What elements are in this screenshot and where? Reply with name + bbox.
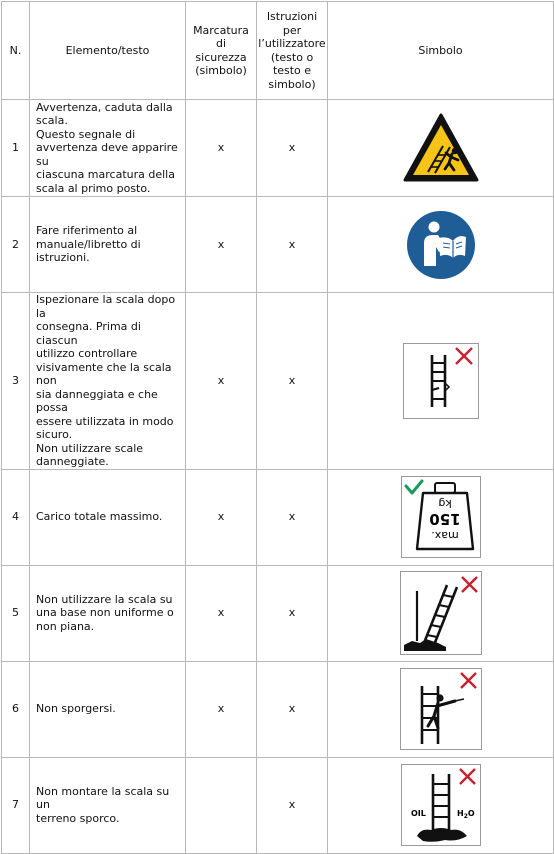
row-marking: x [186,100,257,197]
contaminated-ground-icon [401,764,481,846]
row-instructions: x [257,469,328,565]
row-number: 2 [2,197,30,293]
row-marking: x [186,469,257,565]
row-text: Non sporgersi. [30,661,186,757]
row-instructions: x [257,100,328,197]
row-number: 5 [2,565,30,661]
row-number: 1 [2,100,30,197]
row-text: Non utilizzare la scala su una base non uniforme o non piana. [30,565,186,661]
row-number: 4 [2,469,30,565]
row-number: 3 [2,293,30,470]
header-symbol: Simbolo [328,2,554,100]
row-text: Avvertenza, caduta dalla scala. Questo segnale di avvertenza deve apparire su ciascuna marcatura della scala al primo posto. [30,100,186,197]
oil-label: OIL [410,809,426,818]
table-row [2,293,554,470]
uneven-ground-ladder-icon [400,571,482,655]
row-marking: x [186,197,257,293]
row-text: Ispezionare la scala dopo la consegna. Prima di ciascun utilizzo controllare visivamente che la scala non sia danneggiata e che possa essere utilizzata in modo sicuro. Non utilizzare scale danneggiate. [30,293,186,470]
row-instructions: x [257,293,328,470]
header-safety-marking: Marcatura di sicurezza (simbolo) [186,2,257,100]
row-instructions: x [257,661,328,757]
row-marking: x [186,565,257,661]
row-text: Fare riferimento al manuale/libretto di istruzioni. [30,197,186,293]
damaged-ladder-icon [403,343,479,419]
row-instructions: x [257,757,328,853]
table-row [2,565,554,661]
read-manual-icon [406,210,476,280]
ladder-symbols-table [1,1,554,854]
table-row [2,100,554,197]
row-marking: x [186,661,257,757]
row-number: 6 [2,661,30,757]
table-row [2,197,554,293]
row-marking: x [186,293,257,470]
table-row [2,661,554,757]
warning-fall-from-ladder-icon [402,112,480,184]
header-user-instructions: Istruzioni per l’utilizzatore (testo o testo e simbolo) [257,2,328,100]
max-load-weight-icon [401,476,481,558]
table-row [2,757,554,853]
row-text: Carico totale massimo. [30,469,186,565]
weight-value-label: 150 [428,510,461,528]
overreaching-icon [400,668,482,750]
water-label: $H_2O$ [456,809,475,820]
table-row [2,469,554,565]
weight-max-label: max. [430,529,459,542]
row-marking [186,757,257,853]
table-header-row [2,2,554,100]
row-number: 7 [2,757,30,853]
header-n: N. [2,2,30,100]
row-instructions: x [257,197,328,293]
row-text: Non montare la scala su un terreno sporco. [30,757,186,853]
row-instructions: x [257,565,328,661]
weight-unit-label: kg [437,497,452,510]
header-element: Elemento/testo [30,2,186,100]
